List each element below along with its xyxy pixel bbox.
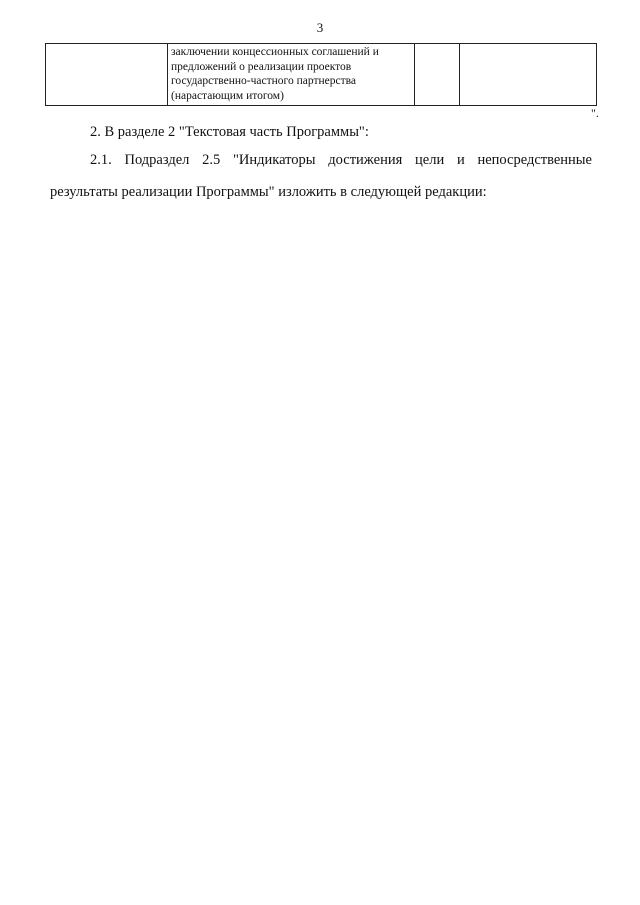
indicator-text-line-3: государственно-частного партнерства — [171, 75, 357, 87]
table-cell-indicator — [168, 44, 415, 106]
table-cell-empty-1 — [46, 44, 168, 106]
closing-quote: ". — [591, 106, 599, 120]
table-cell-empty-3 — [460, 44, 597, 106]
page-number: 3 — [316, 20, 324, 35]
table-cell-empty-2 — [415, 44, 460, 106]
paragraph-subsection-2-1-line-1: 2.1. Подраздел 2.5 "Индикаторы достижения цели и непосредственные — [90, 152, 592, 168]
paragraph-subsection-2-1-line-2: результаты реализации Программы" изложить в следующей редакции: — [50, 184, 487, 200]
indicator-text-line-4: (нарастающим итогом) — [171, 89, 284, 102]
indicator-text-line-2: предложений о реализации проектов — [171, 60, 352, 73]
continuation-table — [45, 43, 597, 106]
table-row — [46, 44, 597, 106]
paragraph-section-2: 2. В разделе 2 "Текстовая часть Программы": — [90, 124, 369, 140]
indicator-text-line-1: заключении концессионных соглашений и — [171, 46, 379, 58]
